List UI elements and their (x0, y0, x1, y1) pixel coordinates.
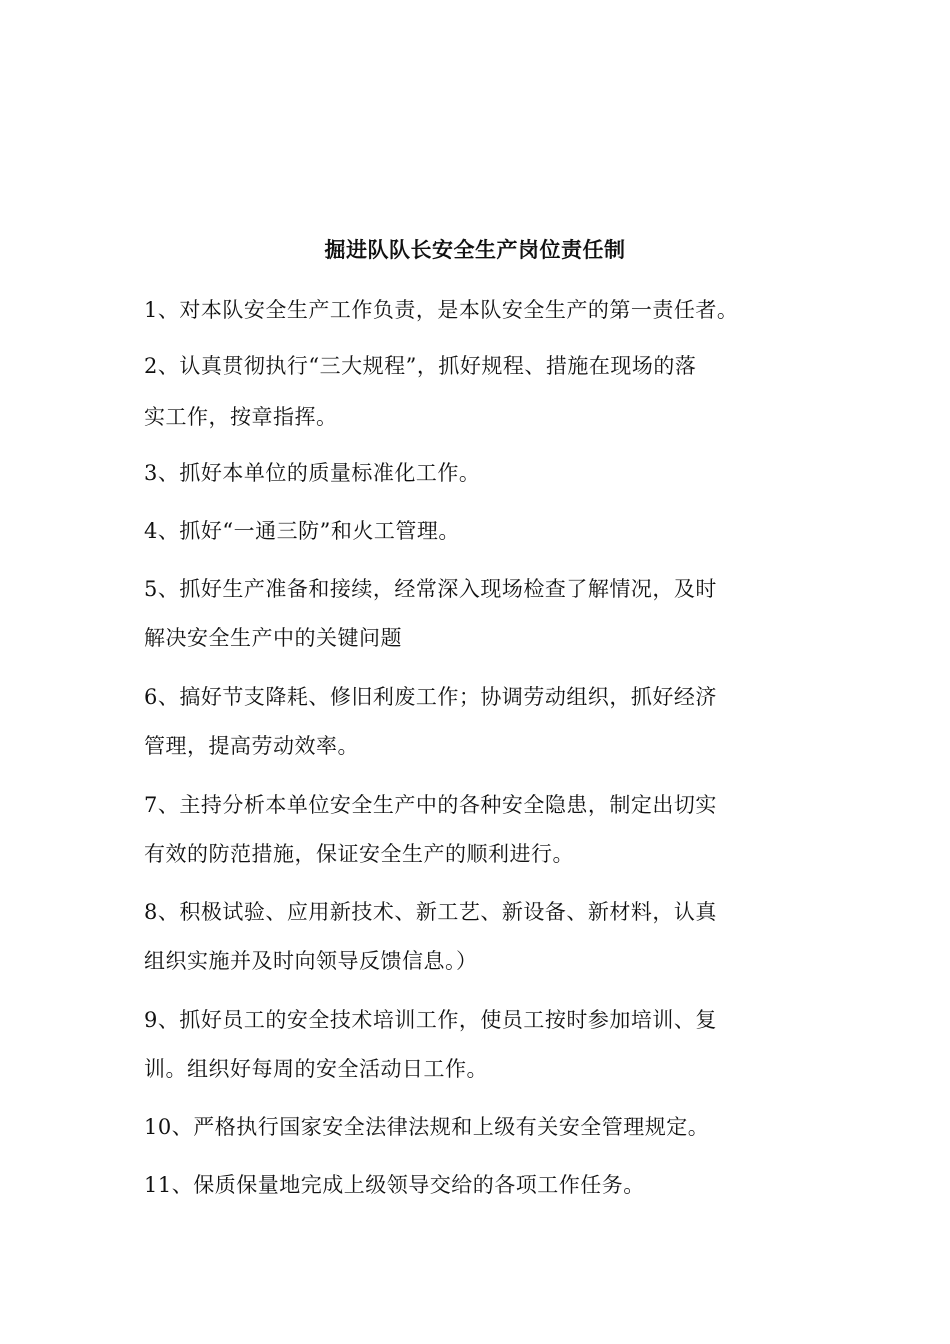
duty-item-7-line-1: 7、主持分析本单位安全生产中的各种安全隐患，制定出切实 (144, 793, 717, 817)
duty-item-9-line-1: 9、抓好员工的安全技术培训工作，使员工按时参加培训、复 (144, 1008, 717, 1032)
duty-item-11: 11、保质保量地完成上级领导交给的各项工作任务。 (144, 1173, 645, 1197)
duty-item-8-line-1: 8、积极试验、应用新技术、新工艺、新设备、新材料，认真 (144, 900, 717, 924)
duty-item-5-line-1: 5、抓好生产准备和接续，经常深入现场检查了解情况，及时 (144, 577, 717, 601)
duty-item-6-line-1: 6、搞好节支降耗、修旧利废工作；协调劳动组织，抓好经济 (144, 685, 717, 709)
duty-item-8-line-2: 组织实施并及时向领导反馈信息。） (144, 949, 478, 973)
duty-item-1: 1、对本队安全生产工作负责，是本队安全生产的第一责任者。 (144, 298, 739, 322)
duty-item-7-line-2: 有效的防范措施，保证安全生产的顺利进行。 (144, 842, 574, 866)
duty-item-2-line-1: 2、认真贯彻执行“三大规程”，抓好规程、措施在现场的落 (144, 354, 697, 378)
duty-item-5-line-2: 解决安全生产中的关键问题 (144, 626, 402, 650)
document-title: 掘进队队长安全生产岗位责任制 (324, 238, 626, 262)
duty-item-4: 4、抓好“一通三防”和火工管理。 (144, 519, 460, 543)
duty-item-6-line-2: 管理，提高劳动效率。 (144, 734, 359, 758)
duty-item-9-line-2: 训。组织好每周的安全活动日工作。 (144, 1057, 488, 1081)
duty-item-3: 3、抓好本单位的质量标准化工作。 (144, 461, 481, 485)
duty-item-2-line-2: 实工作，按章指挥。 (144, 405, 338, 429)
duty-item-10: 10、严格执行国家安全法律法规和上级有关安全管理规定。 (144, 1115, 710, 1139)
